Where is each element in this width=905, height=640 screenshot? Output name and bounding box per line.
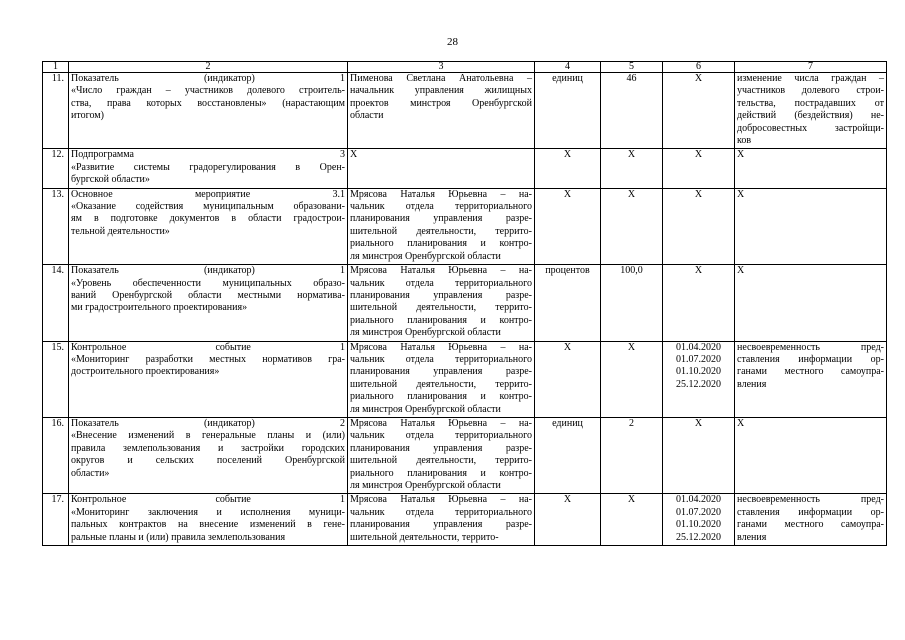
responsible-person-line: планирования управления разре- (350, 213, 532, 225)
item-name-line: бургской области» (71, 174, 150, 186)
item-name-line: Контрольное событие 1 (71, 494, 345, 506)
item-name-line: «Уровень обеспеченности муниципальных образо- (71, 277, 345, 289)
item-name (69, 417, 348, 493)
item-name-line: ям в подготовке документов в области градострои- (71, 213, 345, 225)
column-number: 2 (69, 62, 348, 73)
responsible-person-line: чальник отдела территориального (350, 277, 532, 289)
column-number: 7 (735, 62, 887, 73)
column-number: 5 (601, 62, 663, 73)
control-dates-line: 01.10.2020 (676, 519, 721, 531)
responsible-person-line: чальник отдела территориального (350, 430, 532, 442)
row-number: 15. (43, 341, 69, 417)
item-name (69, 494, 348, 546)
item-name-line: достроительного проектирования» (71, 366, 220, 378)
risk-note-line: несвоевременность пред- (737, 494, 884, 506)
risk-note-line: ставления информации ор- (737, 506, 884, 518)
responsible-person (348, 265, 535, 341)
control-dates-line: Х (694, 417, 703, 429)
item-name-line: «Мониторинг разработки местных нормативов гра- (71, 353, 345, 365)
item-name (69, 341, 348, 417)
responsible-person-line: Мрясова Наталья Юрьевна – на- (350, 341, 532, 353)
responsible-person-line: области (350, 110, 384, 122)
responsible-person-line: Пименова Светлана Анатольевна – (350, 73, 532, 84)
control-dates (663, 149, 735, 188)
control-dates (663, 188, 735, 264)
indicator-value: 2 (601, 417, 663, 493)
risk-note (735, 265, 887, 341)
row-number: 17. (43, 494, 69, 546)
page-number: 28 (447, 36, 458, 48)
responsible-person-line: чальник отдела территориального (350, 201, 532, 213)
risk-note-line: ставления информации ор- (737, 353, 884, 365)
risk-note-line: Х (737, 188, 745, 200)
item-name (69, 73, 348, 149)
column-number: 1 (43, 62, 69, 73)
control-dates-line: Х (694, 73, 703, 84)
item-name-line: области» (71, 467, 110, 479)
responsible-person-line: ля минстроя Оренбургской области (350, 250, 501, 262)
indicator-value: Х (601, 188, 663, 264)
control-dates (663, 265, 735, 341)
responsible-person-line: шительной деятельности, террито- (350, 531, 499, 543)
unit-of-measure: единиц (535, 73, 601, 149)
table-row (43, 265, 887, 341)
responsible-person-line: чальник отдела территориального (350, 353, 532, 365)
column-number-row (43, 62, 887, 73)
risk-note (735, 73, 887, 149)
responsible-person-line: планирования управления разре- (350, 442, 532, 454)
risk-note-line: Х (737, 149, 745, 161)
control-dates (663, 494, 735, 546)
control-dates-line: 25.12.2020 (676, 531, 721, 543)
indicator-value: Х (601, 494, 663, 546)
item-name-line: «Число граждан – участников долевого строитель- (71, 85, 345, 97)
responsible-person-line: ля минстроя Оренбургской области (350, 327, 501, 339)
responsible-person-line: риального планирования и контро- (350, 314, 532, 326)
responsible-person-line: Х (350, 149, 358, 161)
responsible-person-line: Мрясова Наталья Юрьевна – на- (350, 417, 532, 429)
responsible-person-line: начальник управления жилищных (350, 85, 532, 97)
indicator-value: 100,0 (601, 265, 663, 341)
risk-note-line: добросовестных застройщи- (737, 122, 884, 134)
item-name-line: ми градостроительного проектирования» (71, 302, 248, 314)
item-name-line: ральные планы и (или) правила землепользования (71, 531, 286, 543)
item-name-line: «Мониторинг заключения и исполнения муници- (71, 506, 345, 518)
control-dates-line: 25.12.2020 (676, 378, 721, 390)
risk-note-line: вления (737, 531, 767, 543)
responsible-person-line: риального планирования и контро- (350, 391, 532, 403)
item-name (69, 265, 348, 341)
table-row (43, 73, 887, 149)
item-name-line: Контрольное событие 1 (71, 341, 345, 353)
unit-of-measure: Х (535, 341, 601, 417)
item-name-line: итогом) (71, 110, 104, 122)
item-name-line: Показатель (индикатор) 2 (71, 417, 345, 429)
responsible-person-line: Мрясова Наталья Юрьевна – на- (350, 265, 532, 277)
risk-note-line: ганами местного самоупра- (737, 366, 884, 378)
table-row (43, 417, 887, 493)
risk-note (735, 188, 887, 264)
row-number: 14. (43, 265, 69, 341)
risk-note (735, 341, 887, 417)
column-number: 6 (663, 62, 735, 73)
risk-note-line: действий (бездействия) не- (737, 110, 884, 122)
control-dates-line: 01.07.2020 (676, 353, 721, 365)
control-dates (663, 341, 735, 417)
risk-note-line: изменение числа граждан – (737, 73, 884, 84)
responsible-person-line: Мрясова Наталья Юрьевна – на- (350, 188, 532, 200)
row-number: 13. (43, 188, 69, 264)
responsible-person (348, 417, 535, 493)
control-dates (663, 417, 735, 493)
risk-note (735, 417, 887, 493)
table-row (43, 341, 887, 417)
risk-note-line: Х (737, 265, 745, 277)
risk-note-line: несвоевременность пред- (737, 341, 884, 353)
indicator-value: Х (601, 149, 663, 188)
responsible-person-line: риального планирования и контро- (350, 238, 532, 250)
item-name-line: «Оказание содействия муниципальным образовани- (71, 201, 345, 213)
responsible-person-line: шительной деятельности, террито- (350, 225, 532, 237)
item-name-line: «Внесение изменений в генеральные планы и (или) (71, 430, 345, 442)
responsible-person-line: ля минстроя Оренбургской области (350, 403, 501, 415)
unit-of-measure: Х (535, 188, 601, 264)
responsible-person (348, 494, 535, 546)
risk-note-line: участников долевого строи- (737, 85, 884, 97)
risk-note-line: вления (737, 378, 767, 390)
control-dates-line: Х (694, 149, 703, 161)
control-dates-line: 01.10.2020 (676, 366, 721, 378)
item-name-line: Основное мероприятие 3.1 (71, 188, 345, 200)
control-dates-line: 01.04.2020 (676, 341, 721, 353)
responsible-person-line: ля минстроя Оренбургской области (350, 480, 501, 491)
row-number: 11. (43, 73, 69, 149)
control-dates (663, 73, 735, 149)
risk-note-line: тельства, пострадавших от (737, 97, 884, 109)
responsible-person-line: планирования управления разре- (350, 366, 532, 378)
table-row (43, 149, 887, 188)
item-name-line: правила землепользования и застройки городских (71, 442, 345, 454)
responsible-person (348, 149, 535, 188)
responsible-person (348, 73, 535, 149)
responsible-person-line: Мрясова Наталья Юрьевна – на- (350, 494, 532, 506)
item-name-line: Показатель (индикатор) 1 (71, 265, 345, 277)
indicators-table (42, 61, 887, 546)
unit-of-measure: Х (535, 494, 601, 546)
row-number: 16. (43, 417, 69, 493)
item-name-line: «Развитие системы градорегулирования в Орен- (71, 161, 345, 173)
item-name-line: ваний Оренбургской области местными нормативa- (71, 289, 345, 301)
item-name-line: Показатель (индикатор) 1 (71, 73, 345, 84)
item-name (69, 188, 348, 264)
responsible-person-line: риального планирования и контро- (350, 467, 532, 479)
responsible-person-line: шительной деятельности, террито- (350, 378, 532, 390)
responsible-person (348, 188, 535, 264)
item-name-line: ства, права которых восстановлены» (нарастающим (71, 97, 345, 109)
responsible-person-line: шительной деятельности, террито- (350, 302, 532, 314)
control-dates-line: Х (694, 265, 703, 277)
risk-note-line: ков (737, 135, 752, 147)
column-number: 3 (348, 62, 535, 73)
item-name-line: Подпрограмма 3 (71, 149, 345, 161)
unit-of-measure: единиц (535, 417, 601, 493)
item-name-line: пальных контрактов на внесение изменений в гене- (71, 519, 345, 531)
responsible-person-line: планирования управления разре- (350, 519, 532, 531)
item-name (69, 149, 348, 188)
indicator-value: Х (601, 341, 663, 417)
responsible-person-line: проектов минстроя Оренбургской (350, 97, 532, 109)
responsible-person-line: шительной деятельности, террито- (350, 455, 532, 467)
risk-note-line: ганами местного самоупра- (737, 519, 884, 531)
table-row (43, 494, 887, 546)
indicator-value: 46 (601, 73, 663, 149)
unit-of-measure: Х (535, 149, 601, 188)
responsible-person-line: чальник отдела территориального (350, 506, 532, 518)
column-number: 4 (535, 62, 601, 73)
risk-note (735, 149, 887, 188)
control-dates-line: 01.07.2020 (676, 506, 721, 518)
row-number: 12. (43, 149, 69, 188)
table-row (43, 188, 887, 264)
control-dates-line: 01.04.2020 (676, 494, 721, 506)
risk-note-line: Х (737, 417, 745, 429)
responsible-person (348, 341, 535, 417)
item-name-line: тельной деятельности» (71, 225, 170, 237)
unit-of-measure: процентов (535, 265, 601, 341)
risk-note (735, 494, 887, 546)
control-dates-line: Х (694, 188, 703, 200)
item-name-line: округов и сельских поселений Оренбургской (71, 455, 345, 467)
responsible-person-line: планирования управления разре- (350, 289, 532, 301)
